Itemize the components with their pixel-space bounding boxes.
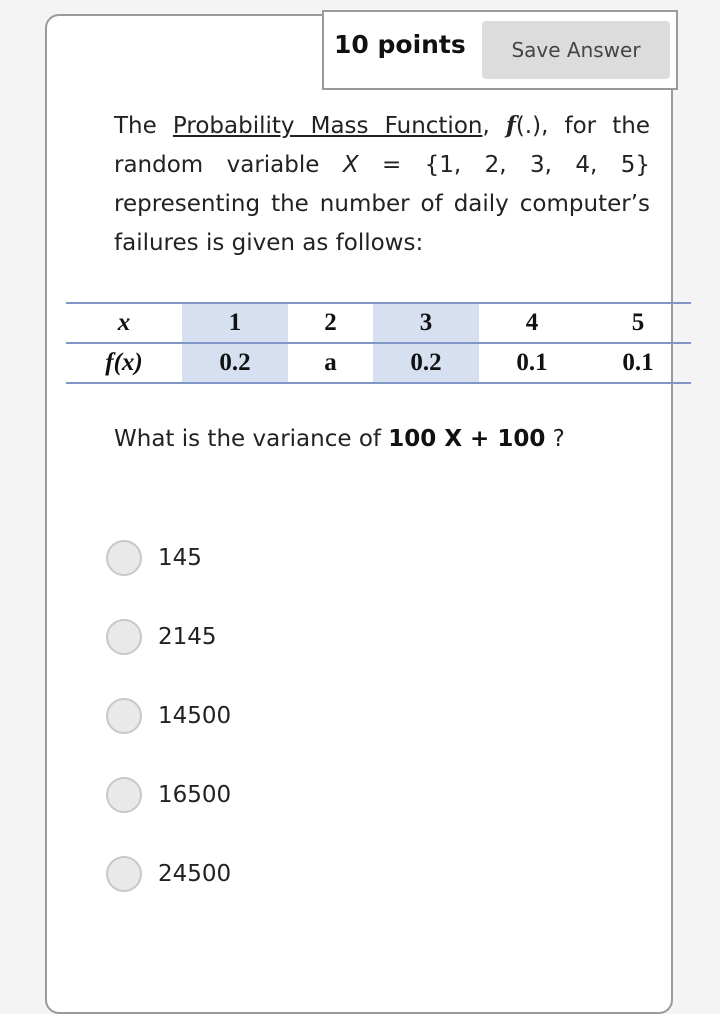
x-symbol: X <box>342 152 359 178</box>
answer-option[interactable] <box>106 777 406 817</box>
pmf-cell: 1 <box>182 303 288 343</box>
pmf-cell: 0.1 <box>585 343 691 383</box>
points-label: 10 points <box>334 30 466 59</box>
answer-option[interactable] <box>106 856 406 896</box>
sub-question <box>114 426 565 452</box>
sub-question-expression: 100 X + 100 <box>388 426 546 452</box>
pmf-header-x: x <box>66 303 182 343</box>
pmf-row-fx <box>66 343 691 383</box>
answer-option-label: 16500 <box>158 782 232 808</box>
answer-option-label: 145 <box>158 545 202 571</box>
question-text-part: = {1, 2, 3, 4, 5} representing the number of daily computer’s failures is given as follows: <box>114 152 650 256</box>
question-text-part: The <box>114 113 173 139</box>
answer-option-label: 14500 <box>158 703 232 729</box>
pmf-cell: 3 <box>373 303 479 343</box>
pmf-cell: 5 <box>585 303 691 343</box>
sub-question-text: What is the variance of <box>114 426 389 452</box>
save-answer-button[interactable]: Save Answer <box>482 21 670 79</box>
question-header <box>322 10 678 90</box>
pmf-cell: 0.1 <box>479 343 585 383</box>
pmf-cell: 2 <box>288 303 373 343</box>
sub-question-text: ? <box>545 426 565 452</box>
pmf-table <box>66 302 691 384</box>
radio-button[interactable] <box>106 777 142 813</box>
pmf-cell: 4 <box>479 303 585 343</box>
question-text <box>114 106 650 263</box>
question-text-part: , <box>482 113 506 139</box>
pmf-link[interactable]: Probability Mass Function <box>172 113 483 139</box>
answer-option[interactable] <box>106 698 406 738</box>
answer-option[interactable] <box>106 619 406 659</box>
question-text-part: (.), for the random variable <box>114 113 650 178</box>
radio-button[interactable] <box>106 856 142 892</box>
pmf-cell: 0.2 <box>182 343 288 383</box>
f-symbol: f <box>505 112 516 139</box>
pmf-cell: 0.2 <box>373 343 479 383</box>
answer-option-label: 2145 <box>158 624 217 650</box>
radio-button[interactable] <box>106 619 142 655</box>
radio-button[interactable] <box>106 540 142 576</box>
pmf-row-x <box>66 303 691 343</box>
answer-option[interactable] <box>106 540 406 580</box>
radio-button[interactable] <box>106 698 142 734</box>
pmf-header-fx: f(x) <box>66 343 182 383</box>
answer-option-label: 24500 <box>158 861 232 887</box>
pmf-cell: a <box>288 343 373 383</box>
